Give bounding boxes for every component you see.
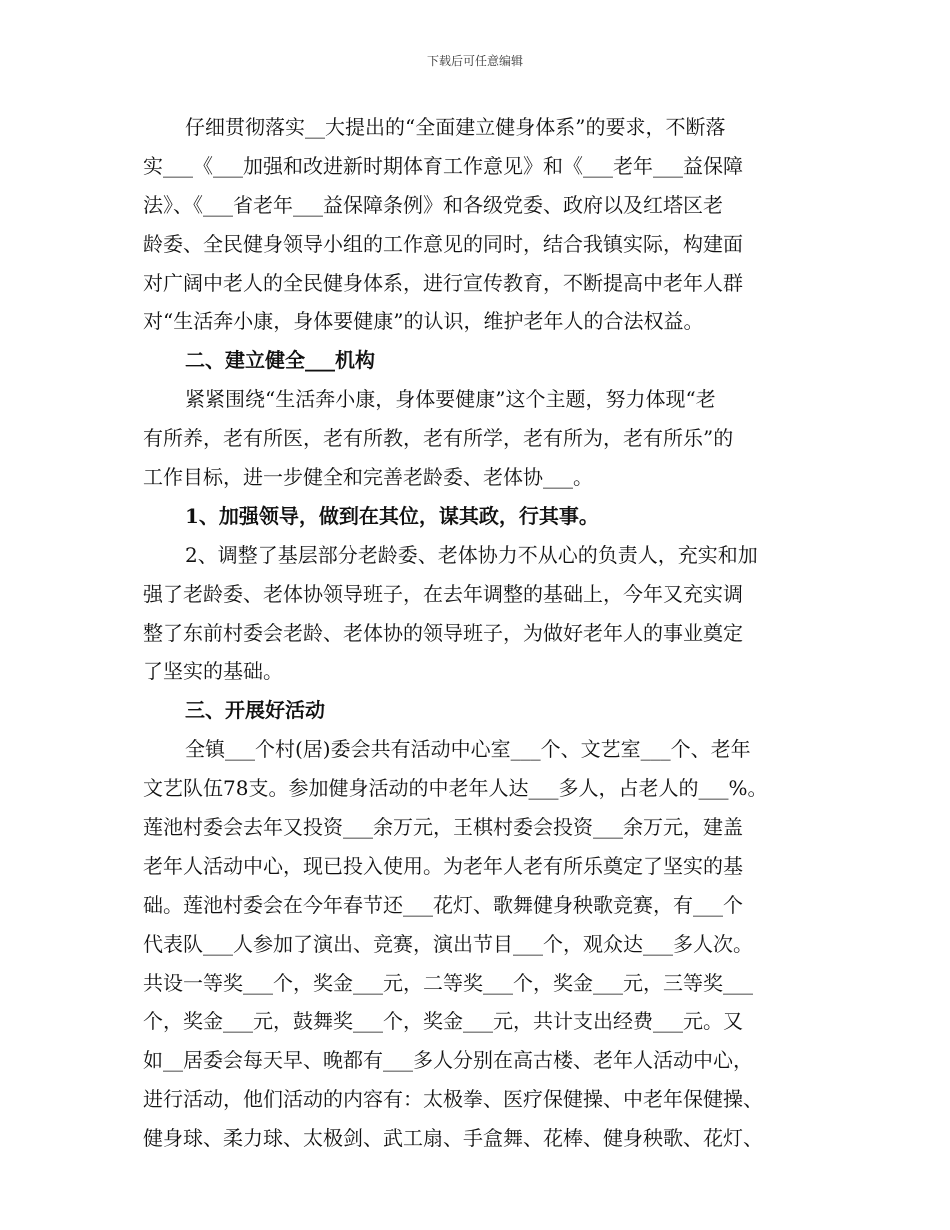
paragraph-line: 仔细贯彻落实__大提出的“全面建立健身体系”的要求，不断落	[185, 115, 726, 139]
paragraph-line: 实___《___加强和改进新时期体育工作意见》和《___老年___益保障	[143, 153, 743, 178]
paragraph-line: 如__居委会每天早、晚都有___多人分别在高古楼、老年人活动中心，	[143, 1048, 753, 1073]
paragraph-line: 工作目标，进一步健全和完善老龄委、老体协___。	[143, 465, 593, 490]
section-heading: 1、加强领导，做到在其位，谋其政，行其事。	[185, 503, 599, 528]
paragraph-line: 整了东前村委会老龄、老体协的领导班子，为做好老年人的事业奠定	[143, 620, 743, 645]
paragraph-line: 强了老龄委、老体协领导班子，在去年调整的基础上，今年又充实调	[143, 581, 743, 606]
paragraph-line: 进行活动，他们活动的内容有：太极拳、医疗保健操、中老年保健操、	[143, 1087, 763, 1112]
paragraph-line: 对广阔中老人的全民健身体系，进行宣传教育，不断提高中老年人群	[143, 270, 743, 295]
paragraph-line: 础。莲池村委会在今年春节还___花灯、歌舞健身秧歌竞赛，有___个	[143, 892, 743, 917]
paragraph-line: 法》、《___省老年___益保障条例》和各级党委、政府以及红塔区老	[143, 192, 723, 217]
paragraph-line: 文艺队伍78支。参加健身活动的中老年人达___多人，占老人的___%。	[143, 776, 768, 801]
paragraph-line: 紧紧围绕“生活奔小康，身体要健康”这个主题，努力体现“老	[185, 387, 716, 412]
paragraph-line: 有所养，老有所医，老有所教，老有所学，老有所为，老有所乐”的	[143, 426, 734, 451]
paragraph-line: 莲池村委会去年又投资___余万元，王棋村委会投资___余万元，建盖	[143, 815, 743, 840]
paragraph-line: 健身球、柔力球、太极剑、武工扇、手盒舞、花棒、健身秧歌、花灯、	[143, 1126, 763, 1151]
paragraph-line: 2、调整了基层部分老龄委、老体协力不从心的负责人，充实和加	[185, 542, 758, 567]
page-header: 下载后可任意编辑	[426, 54, 523, 68]
paragraph-line: 代表队___人参加了演出、竞赛，演出节目___个，观众达___多人次。	[143, 931, 753, 956]
paragraph-line: 对“生活奔小康，身体要健康”的认识，维护老年人的合法权益。	[143, 309, 704, 334]
paragraph-line: 个，奖金___元，鼓舞奖___个，奖金___元，共计支出经费___元。又	[143, 1009, 743, 1034]
paragraph-line: 龄委、全民健身领导小组的工作意见的同时，结合我镇实际，构建面	[143, 231, 743, 256]
paragraph-line: 了坚实的基础。	[143, 659, 283, 684]
document-body	[143, 108, 809, 1158]
paragraph-line: 共设一等奖___个，奖金___元，二等奖___个，奖金___元，三等奖___	[143, 970, 753, 995]
paragraph-line: 老年人活动中心，现已投入使用。为老年人老有所乐奠定了坚实的基	[143, 853, 743, 878]
section-heading: 二、建立健全___机构	[185, 348, 375, 373]
section-heading: 三、开展好活动	[185, 698, 325, 723]
paragraph-line: 全镇___个村(居)委会共有活动中心室___个、文艺室___个、老年	[185, 737, 751, 762]
